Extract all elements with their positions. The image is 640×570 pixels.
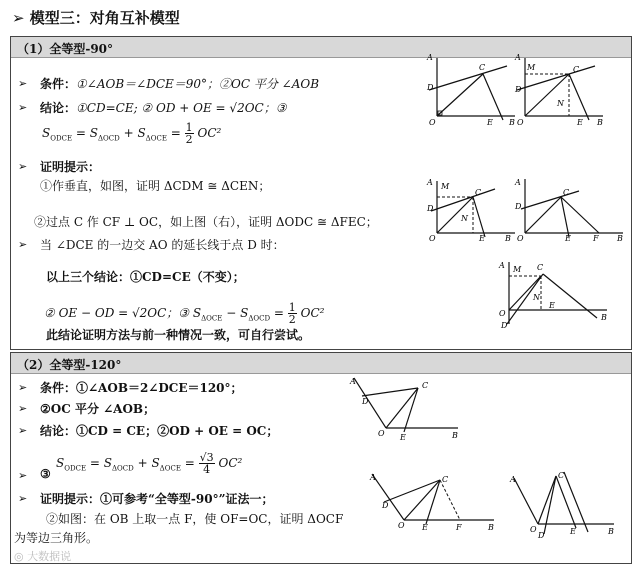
bullet-icon: ➢ bbox=[18, 402, 28, 415]
bullet-icon: ➢ bbox=[18, 77, 28, 90]
svg-text:A: A bbox=[370, 473, 376, 482]
bullet-icon: ➢ bbox=[18, 160, 28, 173]
svg-text:C: C bbox=[563, 188, 570, 197]
section-heading: （2）全等型-120° bbox=[17, 358, 122, 372]
svg-text:E: E bbox=[549, 301, 555, 310]
svg-text:N: N bbox=[557, 99, 564, 108]
condition-120-2: ②OC 平分 ∠AOB； bbox=[40, 402, 156, 416]
svg-text:O: O bbox=[517, 234, 524, 243]
svg-text:D: D bbox=[501, 321, 508, 330]
svg-text:A: A bbox=[350, 377, 356, 386]
conclusion-text: ①CD=CE; ② OD + OE = √2OC；③ bbox=[76, 101, 287, 115]
condition-120: 条件：①∠AOB＝2∠DCE＝120°； bbox=[40, 381, 243, 395]
svg-text:E: E bbox=[570, 527, 576, 536]
svg-text:N: N bbox=[533, 293, 540, 302]
three-conclusions: 以上三个结论：①CD=CE（不变）； bbox=[46, 270, 245, 284]
svg-text:N: N bbox=[461, 214, 468, 223]
svg-text:C: C bbox=[573, 65, 580, 74]
svg-text:D: D bbox=[515, 85, 522, 94]
svg-text:M: M bbox=[513, 265, 522, 274]
bullet-icon: ➢ bbox=[18, 492, 28, 505]
diagram-90-b bbox=[513, 52, 608, 127]
svg-text:D: D bbox=[538, 531, 545, 540]
watermark: ◎ 大数据说 bbox=[14, 550, 72, 563]
svg-text:O: O bbox=[398, 521, 405, 530]
svg-text:C: C bbox=[558, 471, 565, 480]
bullet-icon: ➢ bbox=[18, 381, 28, 394]
diagram-90-c bbox=[425, 175, 520, 245]
diagram-120-a bbox=[348, 374, 463, 444]
hint-label: 证明提示： bbox=[40, 160, 101, 174]
svg-text:E: E bbox=[565, 234, 571, 243]
hint-120-2: ②如图：在 OB 上取一点 F，使 OF=OC，证明 ΔOCF bbox=[46, 512, 344, 526]
svg-text:B: B bbox=[608, 527, 614, 536]
svg-text:B: B bbox=[597, 118, 603, 127]
bullet-icon: ➢ bbox=[18, 424, 28, 437]
svg-text:A: A bbox=[499, 261, 505, 270]
bullet-icon: ➢ bbox=[18, 101, 28, 114]
condition-label: 条件： bbox=[40, 77, 77, 91]
diagram-120-c bbox=[508, 468, 618, 538]
svg-text:B: B bbox=[505, 234, 511, 243]
svg-text:E: E bbox=[479, 234, 485, 243]
area-formula: $S_{ODCE} = S_{\Delta OCD} + S_{\Delta OCE}$ = $\frac{1}{2}$ OC² bbox=[42, 121, 222, 146]
hint-2: ②过点 C 作 CF ⊥ OC，如上图（右），证明 ΔODC ≅ ΔFEC； bbox=[34, 215, 378, 229]
svg-text:O: O bbox=[378, 429, 385, 438]
condition-text: ①∠AOB＝∠DCE＝90°；②OC 平分 ∠AOB bbox=[76, 77, 320, 91]
svg-text:O: O bbox=[429, 118, 436, 127]
hint-120-3: 为等边三角形。 bbox=[14, 531, 99, 545]
svg-text:B: B bbox=[601, 313, 607, 322]
svg-text:B: B bbox=[488, 523, 494, 532]
svg-text:F: F bbox=[456, 523, 462, 532]
svg-text:D: D bbox=[362, 397, 369, 406]
section-heading-band bbox=[11, 353, 631, 374]
svg-text:A: A bbox=[510, 475, 516, 484]
svg-text:B: B bbox=[452, 431, 458, 440]
section-heading: （1）全等型-90° bbox=[17, 42, 114, 56]
extension-case: 当 ∠DCE 的一边交 AO 的延长线于点 D 时： bbox=[40, 238, 285, 252]
svg-text:O: O bbox=[517, 118, 524, 127]
svg-text:C: C bbox=[479, 63, 486, 72]
svg-text:O: O bbox=[429, 234, 436, 243]
svg-text:C: C bbox=[475, 188, 482, 197]
ext-formula: ② OE − OD = √2OC；③ $S_{\Delta OCE} - S_{\Delta OCD}$ = $\frac{1}{2}$ OC² bbox=[44, 301, 325, 326]
svg-text:F: F bbox=[593, 234, 599, 243]
conclusion-label: 结论： bbox=[40, 101, 77, 115]
svg-text:A: A bbox=[427, 53, 433, 62]
diagram-90-a bbox=[425, 52, 520, 127]
watermark-icon: ◎ bbox=[14, 550, 24, 563]
svg-text:C: C bbox=[537, 263, 544, 272]
conclusion-120: 结论：①CD = CE；②OD + OE = OC； bbox=[40, 424, 279, 438]
svg-text:O: O bbox=[499, 309, 506, 318]
svg-text:M: M bbox=[441, 182, 450, 191]
diagram-90-d bbox=[513, 175, 628, 245]
hint-120: 证明提示：①可参考“全等型-90°”证法一； bbox=[40, 492, 274, 506]
circled-3: ③ bbox=[40, 467, 51, 481]
svg-text:D: D bbox=[427, 83, 434, 92]
fraction-half: $\frac{1}{2}$ bbox=[185, 121, 193, 146]
svg-text:A: A bbox=[515, 53, 521, 62]
area-formula-120: $S_{ODCE} = S_{\Delta OCD} + S_{\Delta OCE}$ = $\frac{√3}{4}$ OC² bbox=[56, 451, 243, 476]
svg-text:D: D bbox=[427, 204, 434, 213]
svg-text:E: E bbox=[487, 118, 493, 127]
method-note: 此结论证明方法与前一种情况一致，可自行尝试。 bbox=[46, 328, 311, 342]
page-title: ➢ 模型三：对角互补模型 bbox=[12, 9, 180, 27]
svg-text:D: D bbox=[382, 501, 389, 510]
svg-text:E: E bbox=[400, 433, 406, 442]
hint-1: ①作垂直，如图，证明 ΔCDM ≅ ΔCEN； bbox=[40, 179, 271, 193]
svg-text:C: C bbox=[422, 381, 429, 390]
svg-text:O: O bbox=[530, 525, 537, 534]
svg-text:B: B bbox=[617, 234, 623, 243]
bullet-icon: ➢ bbox=[18, 238, 28, 251]
diagram-90-e bbox=[497, 258, 612, 328]
fraction-sqrt3-4: $\frac{√3}{4}$ bbox=[199, 451, 214, 476]
svg-text:A: A bbox=[427, 178, 433, 187]
svg-text:D: D bbox=[515, 202, 522, 211]
svg-text:A: A bbox=[515, 178, 521, 187]
diagram-120-b bbox=[368, 468, 498, 533]
svg-text:M: M bbox=[527, 63, 536, 72]
svg-text:E: E bbox=[577, 118, 583, 127]
bullet-icon: ➢ bbox=[18, 469, 28, 482]
svg-text:C: C bbox=[442, 475, 449, 484]
svg-text:B: B bbox=[509, 118, 515, 127]
svg-text:E: E bbox=[422, 523, 428, 532]
